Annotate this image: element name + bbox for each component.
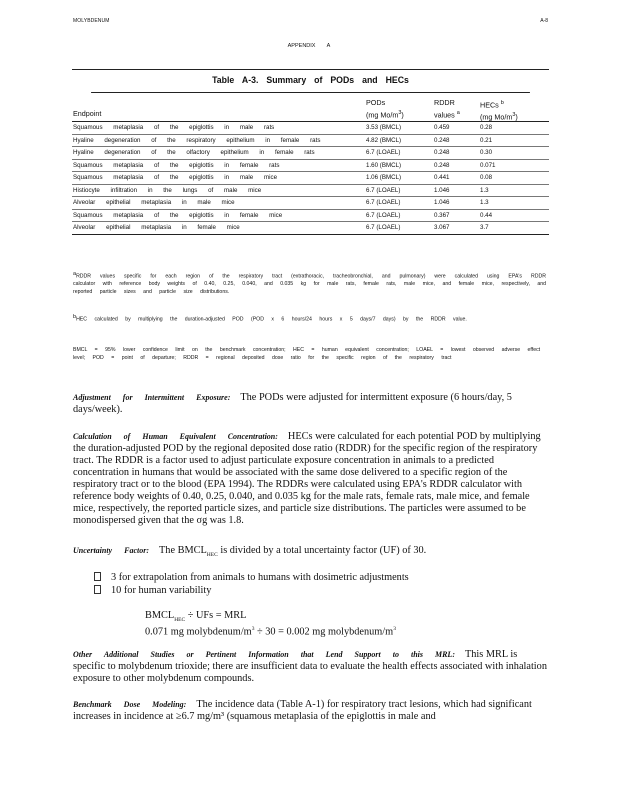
footnote-b-mark: b	[73, 314, 77, 320]
header-rddr	[434, 98, 460, 120]
header-pods-unit-close: )	[401, 110, 404, 120]
cell-pod: 6.7 (LOAEL)	[366, 149, 401, 156]
cell-hec: 0.08	[480, 174, 493, 181]
eq-part: ÷ UFs = MRL	[185, 610, 247, 621]
cell-endpoint: Hyaline degeneration of the olfactory epithelium in female rats	[73, 149, 315, 156]
cell-endpoint: Alveolar epithelial metaplasia in female mice	[73, 224, 240, 231]
paragraph-label: Calculation of Human Equivalent Concentration:	[73, 432, 278, 441]
cell-pod: 3.53 (BMCL)	[366, 124, 402, 131]
header-rddr-note: a	[456, 110, 460, 116]
eq-superscript: 3	[251, 626, 255, 632]
paragraph-additional-studies	[73, 649, 551, 685]
cell-rddr: 0.441	[434, 174, 450, 181]
paragraph-hec-calculation	[73, 431, 551, 527]
table-row	[72, 160, 549, 173]
header-hecs-note: b	[500, 100, 504, 106]
bullet-box-icon	[94, 572, 101, 581]
header-pods-unit-exp: 3	[398, 110, 402, 116]
eq-subscript: HEC	[174, 617, 186, 624]
paragraph-label: Adjustment for Intermittent Exposure:	[73, 393, 231, 402]
table-row	[72, 185, 549, 198]
cell-hec: 0.30	[480, 149, 493, 156]
paragraph-text-a: The BMCL	[159, 545, 207, 556]
table-title: Table A-3. Summary of PODs and HECs	[91, 70, 530, 93]
table-body	[72, 122, 549, 234]
appendix-heading: APPENDIX A	[287, 43, 331, 49]
cell-rddr: 1.046	[434, 186, 450, 194]
cell-pod: 1.60 (BMCL)	[366, 161, 402, 169]
header-hecs-label: HECs	[480, 100, 499, 110]
paragraph-subscript: HEC	[206, 552, 218, 559]
paragraph-text: The PODs were adjusted for intermittent exposure (6 hours/day, 5 days/week).	[73, 392, 512, 415]
footnote-b	[73, 314, 546, 324]
cell-rddr: 0.459	[434, 124, 450, 131]
cell-pod: 6.7 (LOAEL)	[366, 211, 401, 219]
table-row	[72, 135, 549, 148]
cell-endpoint: Squamous metaplasia of the epiglottis in male rats	[73, 124, 275, 131]
bullet-text: 10 for human variability	[111, 585, 212, 596]
header-pods-label: PODs	[366, 98, 386, 107]
header-pods	[366, 98, 404, 120]
cell-pod: 4.82 (BMCL)	[366, 136, 402, 144]
cell-pod: 1.06 (BMCL)	[366, 174, 402, 181]
header-hecs-unit-exp: 3	[512, 112, 516, 119]
cell-hec: 0.071	[480, 161, 496, 169]
cell-hec: 0.28	[480, 124, 493, 131]
cell-rddr: 0.248	[434, 161, 450, 169]
page-number: A-8	[540, 18, 548, 24]
footnote-a-text: RDDR values specific for each region of the respiratory tract (extrathoracic, tracheobronchial, and pulmonary) were calculated using EPA's RDDR calculator with reference body weights of 0.40, 0.25, 0.040, and 0.035 kg for male rats, female rats, male mice, and female mice, respectively, and reported particle sizes and particle size distributions.	[73, 273, 546, 295]
cell-endpoint: Hyaline degeneration of the respiratory epithelium in female rats	[73, 136, 321, 144]
bullet-text: 3 for extrapolation from animals to humans with dosimetric adjustments	[111, 572, 409, 583]
cell-rddr: 0.248	[434, 136, 450, 144]
table-header-row	[72, 93, 549, 122]
cell-endpoint: Squamous metaplasia of the epiglottis in female rats	[73, 161, 280, 169]
bullet-box-icon	[94, 585, 101, 594]
abbreviations-note: BMCL = 95% lower confidence limit on the benchmark concentration; HEC = human equivalent concentration; LOAEL = lowest observed adverse effect level; POD = point of departure; RDDR = regional deposited dose ratio for the specific region of the respiratory tract	[73, 347, 541, 361]
header-pods-unit: (mg Mo/m	[366, 110, 399, 120]
cell-endpoint: Alveolar epithelial metaplasia in male mice	[73, 199, 235, 206]
paragraph-text-b: is divided by a total uncertainty factor (UF) of 30.	[217, 545, 427, 556]
table-row	[72, 172, 549, 185]
eq-part: ÷ 30 = 0.002 mg molybdenum/m	[254, 626, 394, 638]
cell-endpoint: Squamous metaplasia of the epiglottis in female mice	[73, 211, 283, 219]
cell-pod: 6.7 (LOAEL)	[366, 224, 401, 231]
cell-hec: 1.3	[480, 186, 489, 194]
eq-part: 0.071 mg molybdenum/m	[145, 626, 252, 638]
cell-endpoint: Squamous metaplasia of the epiglottis in male mice	[73, 174, 278, 181]
cell-rddr: 0.248	[434, 149, 450, 156]
running-header-title: MOLYBDENUM	[73, 18, 110, 24]
footnote-a-mark: a	[73, 271, 77, 277]
paragraph-benchmark-dose	[73, 699, 551, 723]
header-endpoint: Endpoint	[73, 109, 102, 118]
paragraph-label: Benchmark Dose Modeling:	[73, 700, 187, 709]
paragraph-label: Uncertainty Factor:	[73, 546, 149, 555]
header-rddr-values: values	[434, 110, 455, 120]
table-row	[72, 222, 549, 234]
cell-hec: 0.21	[480, 136, 493, 144]
cell-rddr: 1.046	[434, 199, 450, 206]
header-hecs-unit: (mg Mo/m	[480, 112, 513, 122]
header-hecs	[480, 98, 518, 123]
cell-pod: 6.7 (LOAEL)	[366, 199, 401, 206]
header-rddr-label: RDDR	[434, 98, 455, 107]
paragraph-text: HECs were calculated for each potential POD by multiplying the duration-adjusted POD by the regional deposited dose ratio (RDDR) for the specific region of the respiratory tract. The RDDR is a factor used to adjust particulate exposure concentration in animals to a predicted concentration in humans that would be associated with the same dose delivered to a specific region of the respiratory tract or to the blood (EPA 1994). The RDDRs were calculated using EPA's RDDR calculator with reference body weights of 0.40, 0.25, 0.040, and 0.035 kg for the male rats, female rats, male mice, and female mice, respectively, the reported particle sizes, and particle size distributions. The particles were assumed to be monodispersed given that the σg was 1.8.	[73, 431, 541, 526]
cell-pod: 6.7 (LOAEL)	[366, 186, 401, 194]
footnote-a	[73, 271, 546, 297]
cell-hec: 3.7	[480, 224, 489, 231]
cell-hec: 1.3	[480, 199, 489, 206]
cell-rddr: 0.367	[434, 211, 450, 219]
cell-endpoint: Histiocyte infiltration in the lungs of male mice	[73, 186, 262, 194]
paragraph-label: Other Additional Studies or Pertinent Information that Lend Support to this MRL:	[73, 650, 455, 659]
cell-hec: 0.44	[480, 211, 493, 219]
eq-part: BMCL	[145, 610, 175, 621]
summary-table	[72, 69, 549, 235]
mrl-equation-values	[145, 623, 396, 638]
table-row	[72, 122, 549, 135]
uf-bullet-animal-to-human	[94, 572, 409, 584]
paragraph-text: The incidence data (Table A-1) for respiratory tract lesions, which had significant increases in incidence at ≥6.7 mg/m³ (squamous metaplasia of the epiglottis in male and	[73, 699, 532, 722]
eq-superscript: 3	[393, 626, 396, 632]
uf-bullet-human-variability	[94, 585, 211, 597]
cell-rddr: 3.067	[434, 224, 450, 231]
paragraph-uncertainty-factor	[73, 545, 551, 561]
footnote-b-text: HEC calculated by multiplying the duration-adjusted POD (POD x 6 hours/24 hours x 5 days/7 days) by the RDDR value.	[76, 316, 467, 323]
paragraph-intermittent-exposure	[73, 392, 551, 416]
table-row	[72, 210, 549, 223]
paragraph-text: This MRL is specific to molybdenum trioxide; there are insufficient data to evaluate the health effects associated with inhalation exposure to other molybdenum compounds.	[73, 649, 547, 684]
header-hecs-unit-close: )	[515, 112, 518, 122]
table-row	[72, 147, 549, 160]
table-row	[72, 197, 549, 210]
